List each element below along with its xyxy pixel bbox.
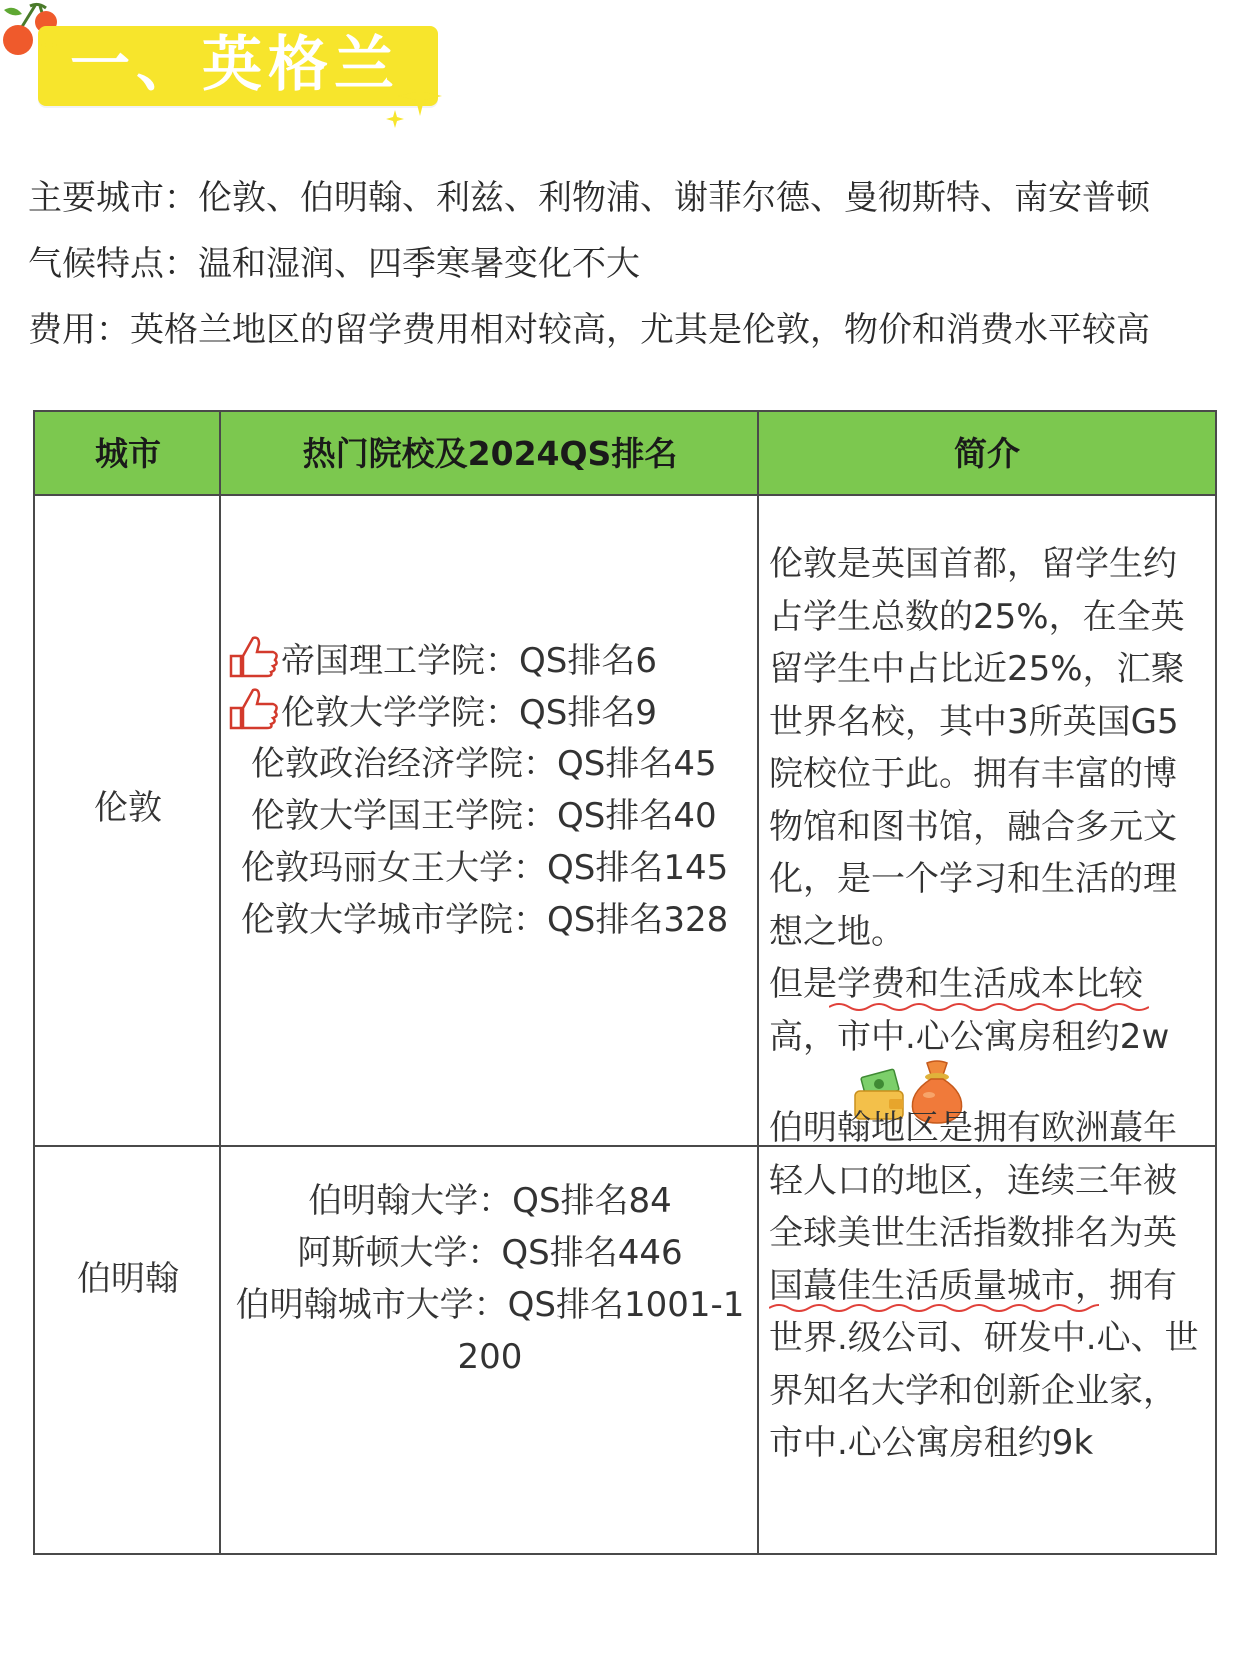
desc-line: 化，是一个学习和生活的理 — [769, 859, 1177, 899]
desc-line: 轻人口的地区，连续三年被 — [769, 1160, 1177, 1201]
desc-line: 伯明翰地区是拥有欧洲蕞年 — [769, 1108, 1177, 1148]
table-header — [35, 410, 1215, 496]
list-item: 伦敦大学国王学院：QS排名40 — [251, 796, 717, 836]
sparkle-icon — [386, 110, 404, 128]
header-desc: 简介 — [954, 434, 1020, 473]
desc-line: 界知名大学和创新企业家， — [769, 1370, 1177, 1411]
list-item: 伯明翰城市大学：QS排名1001-1 — [235, 1285, 745, 1325]
desc-london — [759, 538, 1219, 1123]
sparkle-icon — [40, 36, 58, 54]
university-table — [33, 410, 1217, 1555]
page-title — [70, 30, 400, 100]
desc-line: 世界名校，其中3所英国G5 — [769, 701, 1179, 742]
list-item: 200 — [457, 1337, 523, 1377]
column-divider — [219, 410, 221, 1555]
header-city: 城市 — [95, 434, 161, 473]
list-item: 伦敦政治经济学院：QS排名45 — [251, 744, 717, 784]
list-item: 伯明翰大学：QS排名84 — [308, 1181, 672, 1221]
sparkle-icon — [398, 76, 442, 116]
schools-london — [221, 634, 759, 946]
list-item: 伦敦玛丽女王大学：QS排名145 — [241, 848, 729, 888]
list-item: 帝国理工学院：QS排名6 — [221, 634, 759, 686]
desc-line: 全球美世生活指数排名为英 — [769, 1213, 1177, 1253]
desc-birmingham — [759, 1102, 1219, 1470]
list-item: 伦敦大学城市学院：QS排名328 — [241, 900, 729, 940]
desc-line: 留学生中占比近25%，汇聚 — [769, 649, 1185, 689]
header-schools: 热门院校及2024QS排名 — [302, 434, 678, 473]
desc-line: 伦敦是英国首都，留学生约 — [769, 544, 1177, 584]
info-climate: 气候特点：温和湿润、四季寒暑变化不大 — [28, 244, 640, 284]
desc-line: 市中.心公寓房租约9k — [769, 1423, 1094, 1463]
page-title-text: 一、英格兰 — [70, 30, 400, 100]
city-birmingham: 伯明翰 — [77, 1259, 179, 1299]
city-london: 伦敦 — [94, 788, 162, 828]
desc-line: 占学生总数的25%，在全英 — [769, 596, 1185, 637]
desc-line-underlined: 但是学费和生活成本比较 — [769, 958, 1219, 1011]
desc-line: 世界.级公司、研发中.心、世 — [769, 1318, 1199, 1358]
desc-line-underlined: 国蕞佳生活质量城市，拥有 — [769, 1260, 1219, 1313]
list-item: 阿斯顿大学：QS排名446 — [297, 1233, 683, 1273]
info-cost: 费用：英格兰地区的留学费用相对较高，尤其是伦敦，物价和消费水平较高 — [28, 310, 1150, 350]
schools-birmingham — [221, 1175, 759, 1383]
desc-line: 高，市中.心公寓房租约2w — [769, 1016, 1170, 1057]
info-cities: 主要城市：伦敦、伯明翰、利兹、利物浦、谢菲尔德、曼彻斯特、南安普顿 — [28, 178, 1150, 218]
row-divider — [35, 1553, 1215, 1555]
desc-line: 物馆和图书馆，融合多元文 — [769, 806, 1177, 847]
thumbs-up-icon — [229, 634, 281, 678]
desc-line: 想之地。 — [769, 911, 905, 952]
list-item: 伦敦大学学院：QS排名9 — [221, 686, 759, 738]
thumbs-up-icon — [229, 686, 281, 730]
desc-line: 院校位于此。拥有丰富的博 — [769, 754, 1177, 794]
